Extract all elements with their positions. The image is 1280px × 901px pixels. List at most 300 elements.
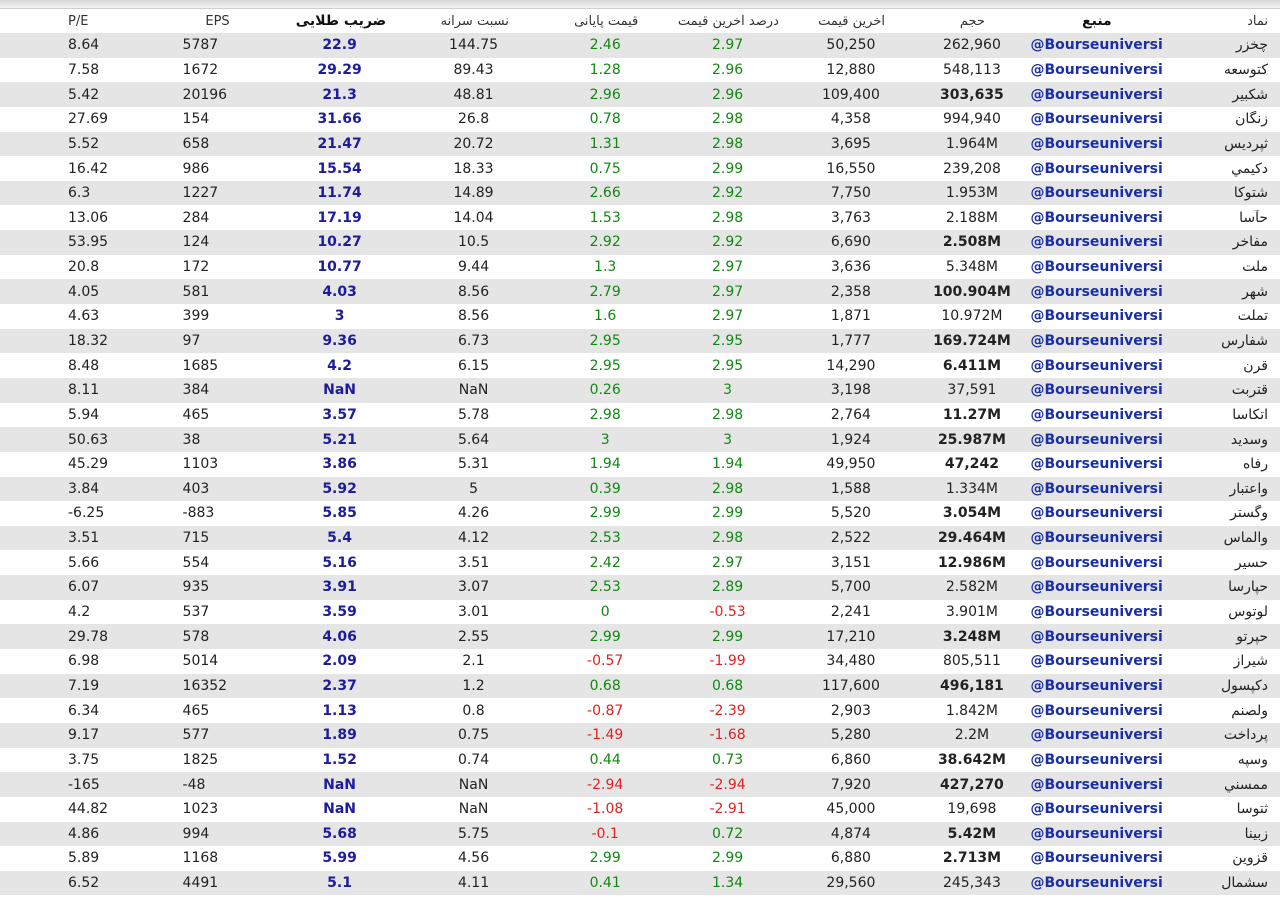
cell-symbol: اتکاسا [1232,406,1268,423]
cell-volume: 2.2M [954,727,990,744]
cell-symbol: قتربت [1231,382,1268,399]
table-row[interactable] [0,772,1280,797]
table-row[interactable] [0,279,1280,304]
cell-golden-ratio: NaN [323,801,357,818]
cell-volume: 11.27M [942,406,1002,423]
cell-per-capita-ratio: 2.1 [462,653,485,670]
cell-symbol: حپرتو [1236,628,1268,645]
cell-per-capita-ratio: 4.56 [457,850,490,867]
table-row[interactable] [0,526,1280,551]
cell-golden-ratio: 4.2 [327,357,352,374]
cell-symbol: حپارسا [1228,579,1268,596]
cell-symbol: لوتوس [1228,604,1268,621]
table-row[interactable] [0,501,1280,526]
cell-source-link[interactable]: @Bourseuniversi [1030,185,1163,202]
cell-closing-price: -1.08 [587,801,624,818]
cell-source-link[interactable]: @Bourseuniversi [1030,554,1163,571]
table-row[interactable] [0,871,1280,896]
cell-last-price: 14,290 [826,357,876,374]
cell-per-capita-ratio: 4.11 [457,875,490,892]
cell-last-price-percent: 2.98 [711,480,744,497]
cell-per-capita-ratio: 3.51 [457,554,490,571]
cell-source-link[interactable]: @Bourseuniversi [1030,135,1163,152]
cell-last-price-percent: 2.92 [711,234,744,251]
cell-eps: 124 [182,234,210,251]
table-row[interactable] [0,748,1280,773]
cell-volume: 5.348M [945,259,998,276]
cell-eps: 465 [182,702,210,719]
cell-golden-ratio: 1.52 [322,751,357,768]
cell-pe: 5.94 [68,406,100,423]
cell-closing-price: 0.78 [589,111,621,128]
cell-source-link[interactable]: @Bourseuniversi [1030,234,1163,251]
cell-last-price-percent: 2.96 [711,61,744,78]
cell-golden-ratio: 10.27 [317,234,362,251]
table-row[interactable] [0,230,1280,255]
cell-source-link[interactable]: @Bourseuniversi [1030,825,1163,842]
cell-source-link[interactable]: @Bourseuniversi [1030,875,1163,892]
cell-closing-price: 2.79 [589,283,621,300]
cell-last-price-percent: -0.53 [709,604,746,621]
cell-pe: 18.32 [68,333,109,349]
cell-volume: 262,960 [942,37,1001,54]
cell-eps: 38 [182,431,201,448]
cell-pe: -6.25 [68,505,105,522]
cell-golden-ratio: 22.9 [322,37,357,54]
cell-per-capita-ratio: 0.8 [462,702,485,719]
cell-eps: 1227 [182,185,219,202]
cell-closing-price: -0.57 [587,653,624,670]
cell-pe: 13.06 [68,209,109,226]
cell-volume: 245,343 [942,875,1001,892]
cell-last-price-percent: 1.34 [711,875,744,892]
cell-per-capita-ratio: 5 [469,480,478,497]
table-row[interactable] [0,181,1280,206]
cell-symbol: حسیر [1234,554,1268,571]
cell-eps: 1685 [182,357,219,374]
cell-source-link[interactable]: @Bourseuniversi [1030,653,1163,670]
cell-closing-price: 2.53 [589,579,621,596]
cell-closing-price: 0.68 [589,677,621,694]
cell-last-price-percent: 2.95 [711,357,744,374]
header-per-capita-ratio[interactable]: نسبت سرانه [440,13,509,29]
cell-golden-ratio: 5.92 [322,480,357,497]
cell-per-capita-ratio: 8.56 [457,283,490,300]
cell-pe: 5.66 [68,554,100,571]
cell-golden-ratio: 3.59 [322,604,357,621]
cell-symbol: حآسا [1239,209,1268,226]
cell-last-price: 4,358 [830,111,871,128]
cell-per-capita-ratio: 1.2 [462,677,485,694]
cell-closing-price: 0.41 [589,875,621,892]
cell-symbol: واعتبار [1229,480,1268,497]
cell-golden-ratio: 11.74 [317,185,362,202]
cell-per-capita-ratio: 8.56 [457,308,490,325]
cell-volume: 100.904M [933,283,1011,300]
cell-symbol: پرداخت [1223,727,1268,744]
cell-source-link[interactable]: @Bourseuniversi [1030,357,1163,374]
header-golden-ratio[interactable]: ضریب طلایی [295,13,387,29]
table-row[interactable] [0,600,1280,625]
cell-per-capita-ratio: 48.81 [453,86,494,103]
cell-last-price: 4,874 [830,825,871,842]
table-row[interactable] [0,822,1280,847]
cell-source-link[interactable]: @Bourseuniversi [1030,86,1163,103]
cell-last-price-percent: 2.96 [711,86,744,103]
cell-golden-ratio: 17.19 [317,209,362,226]
table-row[interactable] [0,674,1280,699]
table-row[interactable] [0,723,1280,748]
cell-volume: 3.901M [945,604,998,621]
cell-pe: 4.86 [68,825,100,842]
cell-source-link[interactable]: @Bourseuniversi [1030,160,1163,177]
cell-eps: 577 [182,727,210,744]
table-row[interactable] [0,550,1280,575]
cell-last-price-percent: 2.97 [711,283,744,300]
cell-last-price: 7,920 [830,776,871,793]
cell-pe: 8.11 [68,382,100,399]
cell-source-link[interactable]: @Bourseuniversi [1030,751,1163,768]
cell-last-price-percent: 2.98 [711,135,744,152]
cell-symbol: چخزر [1235,37,1268,54]
cell-golden-ratio: 15.54 [317,160,362,177]
cell-per-capita-ratio: NaN [458,801,489,818]
cell-pe: 5.42 [68,86,100,103]
table-header-row [0,9,1280,33]
cell-per-capita-ratio: 4.12 [457,530,490,547]
cell-golden-ratio: 4.03 [322,283,357,300]
cell-volume: 1.964M [945,135,998,152]
cell-source-link[interactable]: @Bourseuniversi [1030,406,1163,423]
cell-golden-ratio: 4.06 [322,628,357,645]
cell-last-price: 6,860 [830,751,871,768]
cell-source-link[interactable]: @Bourseuniversi [1030,111,1163,128]
cell-eps: 4491 [182,875,219,892]
cell-per-capita-ratio: 5.31 [457,456,490,473]
cell-pe: 7.58 [68,61,100,78]
cell-last-price-percent: 2.92 [711,185,744,202]
table-row[interactable] [0,107,1280,132]
cell-eps: 578 [182,628,210,645]
cell-source-link[interactable]: @Bourseuniversi [1030,382,1163,399]
table-row[interactable] [0,329,1280,354]
table-row[interactable] [0,403,1280,428]
cell-symbol: ثپردیس [1224,135,1268,152]
cell-golden-ratio: 5.68 [322,825,357,842]
cell-eps: 384 [182,382,210,399]
cell-pe: 5.52 [68,135,100,152]
cell-golden-ratio: 9.36 [322,333,357,349]
cell-last-price: 34,480 [826,653,876,670]
cell-last-price-percent: -2.94 [709,776,746,793]
cell-last-price: 2,764 [830,406,871,423]
cell-eps: 554 [182,554,210,571]
cell-last-price: 3,198 [830,382,871,399]
table-row[interactable] [0,649,1280,674]
cell-closing-price: 1.3 [594,259,617,276]
cell-symbol: وسديد [1230,431,1268,448]
cell-last-price: 3,763 [830,209,871,226]
header-last-price[interactable]: آخرین قیمت [818,13,885,29]
cell-symbol: مفاخر [1232,234,1268,251]
cell-volume: 19,698 [947,801,997,818]
cell-source-link[interactable]: @Bourseuniversi [1030,259,1163,276]
table-row[interactable] [0,575,1280,600]
cell-closing-price: 0.39 [589,480,621,497]
cell-closing-price: 1.31 [589,135,621,152]
cell-source-link[interactable]: @Bourseuniversi [1030,677,1163,694]
cell-symbol: والماس [1223,530,1268,547]
cell-per-capita-ratio: 6.73 [457,333,490,349]
cell-source-link[interactable]: @Bourseuniversi [1030,37,1163,54]
table-row[interactable] [0,132,1280,157]
cell-last-price: 45,000 [826,801,876,818]
cell-closing-price: 2.99 [589,628,621,645]
cell-golden-ratio: 2.09 [322,653,357,670]
header-eps[interactable]: EPS [205,13,230,29]
cell-source-link[interactable]: @Bourseuniversi [1030,480,1163,497]
table-row[interactable] [0,156,1280,181]
cell-golden-ratio: 5.4 [327,530,352,547]
cell-last-price: 50,250 [826,37,876,54]
cell-golden-ratio: 21.47 [317,135,362,152]
cell-volume: 2.188M [945,209,998,226]
cell-golden-ratio: 21.3 [322,86,357,103]
cell-eps: 5787 [182,37,219,54]
cell-per-capita-ratio: 14.89 [453,185,494,202]
cell-eps: 172 [182,259,210,276]
cell-eps: 994 [182,825,210,842]
table-row[interactable] [0,427,1280,452]
cell-pe: 16.42 [68,160,109,177]
cell-eps: 1168 [182,850,219,867]
cell-source-link[interactable]: @Bourseuniversi [1030,61,1163,78]
table-row[interactable] [0,82,1280,107]
cell-last-price-percent: 0.73 [711,751,744,768]
cell-volume: 3.248M [942,628,1002,645]
cell-source-link[interactable]: @Bourseuniversi [1030,628,1163,645]
cell-eps: 1825 [182,751,219,768]
cell-volume: 2.508M [942,234,1002,251]
cell-source-link[interactable]: @Bourseuniversi [1030,431,1163,448]
cell-symbol: تملت [1237,308,1268,325]
cell-last-price-percent: 0.68 [711,677,744,694]
cell-per-capita-ratio: 14.04 [453,209,494,226]
cell-last-price-percent: -2.39 [709,702,746,719]
cell-golden-ratio: 31.66 [317,111,362,128]
cell-pe: 4.2 [68,604,91,621]
table-row[interactable] [0,477,1280,502]
cell-symbol: سشمال [1221,875,1268,892]
cell-closing-price: -0.87 [587,702,624,719]
table-row[interactable] [0,205,1280,230]
cell-per-capita-ratio: 18.33 [453,160,494,177]
cell-per-capita-ratio: 144.75 [449,37,499,54]
cell-per-capita-ratio: NaN [458,776,489,793]
cell-eps: 1023 [182,801,219,818]
cell-volume: 1.334M [945,480,998,497]
cell-pe: -165 [68,776,100,793]
cell-symbol: شیراز [1233,653,1268,670]
cell-last-price: 2,241 [830,604,871,621]
cell-pe: 50.63 [68,431,109,448]
cell-closing-price: 1.53 [589,209,621,226]
cell-closing-price: 1.28 [589,61,621,78]
cell-pe: 3.75 [68,751,100,768]
cell-last-price: 16,550 [826,160,876,177]
cell-last-price-percent: 2.98 [711,209,744,226]
cell-closing-price: 2.66 [589,185,621,202]
cell-symbol: دکپسول [1220,677,1268,694]
cell-golden-ratio: 3.57 [322,406,357,423]
header-closing-price[interactable]: قیمت پایانی [574,13,639,29]
cell-last-price: 12,880 [826,61,876,78]
table-row[interactable] [0,797,1280,822]
cell-eps: 986 [182,160,210,177]
cell-last-price: 17,210 [826,628,876,645]
cell-source-link[interactable]: @Bourseuniversi [1030,727,1163,744]
cell-volume: 169.724M [933,333,1011,349]
cell-per-capita-ratio: 10.5 [457,234,490,251]
cell-source-link[interactable]: @Bourseuniversi [1030,850,1163,867]
cell-per-capita-ratio: 0.75 [457,727,490,744]
cell-volume: 2.713M [942,850,1002,867]
cell-source-link[interactable]: @Bourseuniversi [1030,505,1163,522]
cell-volume: 239,208 [942,160,1001,177]
table-row[interactable] [0,698,1280,723]
cell-pe: 45.29 [68,456,109,473]
cell-last-price: 1,871 [830,308,871,325]
table-row[interactable] [0,58,1280,83]
cell-last-price: 1,588 [830,480,871,497]
cell-golden-ratio: 5.21 [322,431,357,448]
cell-volume: 29.464M [937,530,1006,547]
cell-symbol: رفاه [1242,456,1268,473]
header-symbol[interactable]: نماد [1247,13,1268,29]
cell-closing-price: 0.75 [589,160,621,177]
cell-symbol: زنگان [1235,111,1268,128]
header-pe[interactable]: P/E [68,13,89,29]
header-volume[interactable]: حجم [959,13,985,29]
cell-source-link[interactable]: @Bourseuniversi [1030,333,1163,349]
cell-per-capita-ratio: 89.43 [453,61,494,78]
cell-last-price-percent: 2.98 [711,406,744,423]
cell-golden-ratio: NaN [323,382,357,399]
table-row[interactable] [0,353,1280,378]
cell-eps: 154 [182,111,210,128]
cell-eps: 465 [182,406,210,423]
cell-per-capita-ratio: 6.15 [457,357,490,374]
cell-eps: -48 [182,776,206,793]
cell-golden-ratio: NaN [323,776,357,793]
cell-eps: 1103 [182,456,219,473]
cell-last-price: 1,924 [830,431,871,448]
cell-symbol: دکیمي [1231,160,1268,177]
cell-symbol: قزوین [1232,850,1268,867]
cell-golden-ratio: 3.86 [322,456,357,473]
cell-golden-ratio: 5.1 [327,875,352,892]
cell-source-link[interactable]: @Bourseuniversi [1030,308,1163,325]
table-row[interactable] [0,846,1280,871]
cell-volume: 5.42M [947,825,997,842]
cell-volume: 10.972M [941,308,1003,325]
cell-pe: 8.64 [68,37,100,54]
cell-golden-ratio: 5.16 [322,554,357,571]
cell-last-price: 6,880 [830,850,871,867]
cell-per-capita-ratio: 5.78 [457,406,490,423]
cell-source-link[interactable]: @Bourseuniversi [1030,209,1163,226]
table-row[interactable] [0,624,1280,649]
cell-eps: 658 [182,135,210,152]
cell-source-link[interactable]: @Bourseuniversi [1030,283,1163,300]
cell-closing-price: 2.95 [589,357,621,374]
header-source[interactable]: منبع [1082,13,1112,29]
cell-closing-price: 3 [600,431,610,448]
cell-pe: 4.63 [68,308,100,325]
cell-golden-ratio: 10.77 [317,259,362,276]
table-row[interactable] [0,378,1280,403]
cell-eps: 16352 [182,677,228,694]
cell-last-price-percent: -1.68 [709,727,746,744]
cell-last-price-percent: -1.99 [709,653,746,670]
cell-source-link[interactable]: @Bourseuniversi [1030,530,1163,547]
cell-last-price-percent: 2.99 [711,505,744,522]
cell-symbol: شفارس [1221,333,1268,349]
cell-last-price: 3,151 [830,554,871,571]
cell-golden-ratio: 3 [334,308,345,325]
cell-source-link[interactable]: @Bourseuniversi [1030,801,1163,818]
cell-per-capita-ratio: 5.75 [457,825,490,842]
cell-source-link[interactable]: @Bourseuniversi [1030,456,1163,473]
cell-per-capita-ratio: 9.44 [457,259,490,276]
cell-last-price: 6,690 [830,234,871,251]
table-row[interactable] [0,304,1280,329]
cell-symbol: ممسني [1224,776,1268,793]
table-row[interactable] [0,33,1280,58]
table-row[interactable] [0,255,1280,280]
cell-closing-price: 1.6 [594,308,617,325]
cell-closing-price: 2.46 [589,37,621,54]
cell-source-link[interactable]: @Bourseuniversi [1030,776,1163,793]
cell-volume: 37,591 [947,382,997,399]
cell-pe: 27.69 [68,111,109,128]
cell-eps: 935 [182,579,210,596]
cell-last-price-percent: 2.97 [711,554,744,571]
cell-closing-price: 2.92 [589,234,621,251]
cell-volume: 496,181 [940,677,1004,694]
header-last-price-percent[interactable]: درصد آخرین قیمت [677,13,779,29]
cell-last-price-percent: 2.99 [711,628,744,645]
cell-source-link[interactable]: @Bourseuniversi [1030,604,1163,621]
cell-last-price: 49,950 [826,456,876,473]
cell-pe: 20.8 [68,259,100,276]
cell-source-link[interactable]: @Bourseuniversi [1030,579,1163,596]
cell-pe: 5.89 [68,850,100,867]
cell-volume: 1.953M [945,185,998,202]
cell-eps: 1672 [182,61,219,78]
cell-volume: 1.842M [945,702,998,719]
cell-symbol: کتوسعه [1223,61,1268,78]
cell-closing-price: 2.53 [589,530,621,547]
cell-last-price: 3,636 [830,259,871,276]
cell-pe: 6.07 [68,579,100,596]
cell-pe: 9.17 [68,727,100,744]
cell-last-price-percent: 2.98 [711,530,744,547]
cell-volume: 25.987M [937,431,1006,448]
table-row[interactable] [0,452,1280,477]
cell-source-link[interactable]: @Bourseuniversi [1030,702,1163,719]
cell-symbol: شهر [1242,283,1268,300]
